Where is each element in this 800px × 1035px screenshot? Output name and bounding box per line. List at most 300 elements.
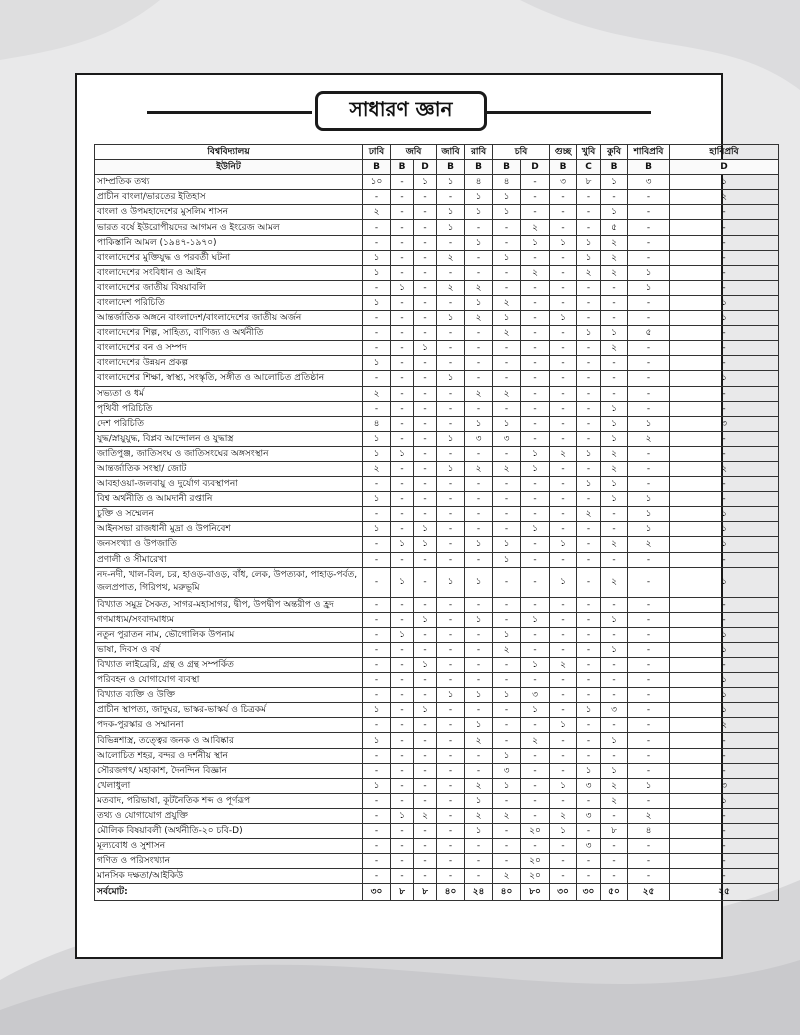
count-cell: - (437, 597, 465, 612)
total-row (95, 884, 779, 901)
count-cell: - (437, 507, 465, 522)
count-cell: - (391, 703, 414, 718)
count-cell: ২ (601, 567, 628, 597)
count-cell: - (465, 658, 493, 673)
count-cell: - (670, 356, 779, 371)
count-cell: ২ (628, 537, 670, 552)
subject-cell: পাকিস্তানি আমল (১৯৪৭-১৯৭০) (95, 235, 363, 250)
count-cell: - (465, 627, 493, 642)
subject-cell: বাংলাদেশের শিল্প, সাহিত্য, বাণিজ্য ও অর্থনীতি (95, 326, 363, 341)
title-rule-left (147, 111, 312, 114)
count-cell: - (414, 763, 437, 778)
count-cell: - (414, 627, 437, 642)
count-cell: - (414, 250, 437, 265)
count-cell: - (363, 808, 391, 823)
table-row (95, 839, 779, 854)
count-cell: - (577, 793, 601, 808)
table-row (95, 612, 779, 627)
count-cell: ১ (601, 492, 628, 507)
count-cell: - (414, 371, 437, 386)
count-cell: - (414, 597, 437, 612)
unit-header-cell: B (628, 160, 670, 175)
title-banner (77, 91, 721, 135)
table-row (95, 477, 779, 492)
count-cell: - (550, 431, 577, 446)
unit-header-cell: B (363, 160, 391, 175)
subject-cell: বিখ্যাত সমুদ্র সৈকত, সাগর-মহাসাগর, দ্বীপ, উপদ্বীপ অন্তরীপ ও হ্রদ (95, 597, 363, 612)
count-cell: - (521, 250, 550, 265)
count-cell: - (493, 341, 521, 356)
count-cell: ১ (391, 446, 414, 461)
count-cell: - (363, 658, 391, 673)
count-cell: - (601, 311, 628, 326)
count-cell: - (391, 326, 414, 341)
count-cell: - (363, 371, 391, 386)
count-cell: - (414, 552, 437, 567)
count-cell: - (493, 220, 521, 235)
count-cell: - (628, 627, 670, 642)
subject-cell: বিভিন্নশাস্ত্র, তত্ত্বের জনক ও আবিষ্কার (95, 733, 363, 748)
count-cell: - (550, 854, 577, 869)
subject-cell: সৌরজগৎ/ মহাকাশ, দৈনন্দিন বিজ্ঞান (95, 763, 363, 778)
count-cell: - (521, 778, 550, 793)
table-row (95, 326, 779, 341)
count-cell: - (577, 416, 601, 431)
total-cell: ৮ (391, 884, 414, 901)
unit-header-cell: B (601, 160, 628, 175)
count-cell: - (363, 688, 391, 703)
count-cell: - (550, 869, 577, 884)
count-cell: ১ (521, 703, 550, 718)
count-cell: - (601, 748, 628, 763)
university-header-row (95, 145, 779, 160)
count-cell: - (414, 446, 437, 461)
total-cell: ৩০ (363, 884, 391, 901)
count-cell: - (550, 627, 577, 642)
count-cell: ১ (670, 627, 779, 642)
count-cell: ২০ (521, 869, 550, 884)
university-header-cell: খুবি (577, 145, 601, 160)
count-cell: - (363, 597, 391, 612)
count-cell: - (363, 235, 391, 250)
count-cell: - (628, 567, 670, 597)
count-cell: - (670, 808, 779, 823)
count-cell: - (391, 416, 414, 431)
count-cell: ১ (465, 718, 493, 733)
count-cell: - (628, 718, 670, 733)
count-cell: ১ (465, 612, 493, 627)
count-cell: ১ (493, 552, 521, 567)
count-cell: - (601, 658, 628, 673)
count-cell: - (521, 492, 550, 507)
count-cell: ২ (601, 265, 628, 280)
table-row (95, 371, 779, 386)
count-cell: - (550, 793, 577, 808)
count-cell: - (550, 401, 577, 416)
count-cell: - (577, 492, 601, 507)
count-cell: - (550, 673, 577, 688)
count-cell: - (414, 507, 437, 522)
count-cell: - (550, 356, 577, 371)
count-cell: ১ (391, 537, 414, 552)
count-cell: - (414, 416, 437, 431)
count-cell: - (628, 688, 670, 703)
count-cell: - (414, 220, 437, 235)
count-cell: ৫ (601, 220, 628, 235)
count-cell: - (363, 673, 391, 688)
count-cell: - (391, 658, 414, 673)
count-cell: ১ (521, 522, 550, 537)
count-cell: - (577, 733, 601, 748)
count-cell: - (437, 522, 465, 537)
count-cell: - (391, 824, 414, 839)
table-row (95, 190, 779, 205)
count-cell: - (414, 854, 437, 869)
count-cell: - (601, 522, 628, 537)
subject-cell: চুক্তি ও সম্মেলন (95, 507, 363, 522)
count-cell: ১ (437, 567, 465, 597)
count-cell: - (414, 235, 437, 250)
count-cell: - (437, 869, 465, 884)
count-cell: - (437, 658, 465, 673)
subject-cell: নদ-নদী, খাল-বিল, চর, হাওড়-বাওড়, বাঁধ, লেক, উপত্যকা, পাহাড়-পর্বত, জলপ্রপাত, গিরিপথ, মরুভূমি (95, 567, 363, 597)
table-row (95, 778, 779, 793)
subject-cell: আইনসভা রাজধানী মুদ্রা ও উপনিবেশ (95, 522, 363, 537)
title-rule-right (486, 111, 651, 114)
count-cell: ২ (493, 295, 521, 310)
total-cell: ২৫ (670, 884, 779, 901)
count-cell: - (550, 703, 577, 718)
count-cell: - (577, 748, 601, 763)
count-cell: - (391, 265, 414, 280)
count-cell: ১ (670, 175, 779, 190)
count-cell: - (577, 341, 601, 356)
count-cell: - (414, 492, 437, 507)
count-cell: - (628, 733, 670, 748)
count-cell: ১ (670, 703, 779, 718)
count-cell: - (601, 356, 628, 371)
count-cell: - (577, 401, 601, 416)
count-cell: ১ (465, 688, 493, 703)
table-row (95, 748, 779, 763)
count-cell: - (550, 492, 577, 507)
count-cell: - (670, 401, 779, 416)
count-cell: - (628, 371, 670, 386)
count-cell: - (465, 869, 493, 884)
unit-header-cell: B (391, 160, 414, 175)
total-cell: ৪০ (437, 884, 465, 901)
count-cell: - (628, 763, 670, 778)
count-cell: ৩ (670, 416, 779, 431)
count-cell: ২ (601, 537, 628, 552)
count-cell: - (628, 658, 670, 673)
count-cell: - (601, 597, 628, 612)
table-row (95, 280, 779, 295)
count-cell: - (391, 612, 414, 627)
count-cell: - (628, 356, 670, 371)
count-cell: - (493, 477, 521, 492)
count-cell: ২ (550, 658, 577, 673)
count-cell: - (577, 673, 601, 688)
count-cell: - (437, 627, 465, 642)
count-cell: - (437, 295, 465, 310)
count-cell: ২ (363, 461, 391, 476)
count-cell: - (391, 778, 414, 793)
count-cell: - (414, 205, 437, 220)
count-cell: - (577, 658, 601, 673)
subject-cell: মানসিক দক্ষতা/আইকিউ (95, 869, 363, 884)
unit-header-cell: B (437, 160, 465, 175)
count-cell: - (363, 507, 391, 522)
unit-header-cell: D (414, 160, 437, 175)
count-cell: - (628, 673, 670, 688)
count-cell: - (391, 295, 414, 310)
table-row (95, 175, 779, 190)
count-cell: - (521, 341, 550, 356)
count-cell: ১ (577, 250, 601, 265)
count-cell: ২ (670, 461, 779, 476)
count-cell: ১ (628, 492, 670, 507)
count-cell: - (363, 793, 391, 808)
count-cell: ১ (363, 356, 391, 371)
subject-cell: বাংলাদেশের বন ও সম্পদ (95, 341, 363, 356)
count-cell: - (391, 386, 414, 401)
count-cell: ১ (670, 642, 779, 657)
count-cell: ১ (550, 778, 577, 793)
count-cell: ১ (414, 341, 437, 356)
subject-cell: বিখ্যাত ব্যক্তি ও উক্তি (95, 688, 363, 703)
count-cell: - (670, 431, 779, 446)
count-cell: ১ (601, 733, 628, 748)
count-cell: - (363, 763, 391, 778)
count-cell: ১ (601, 477, 628, 492)
count-cell: - (577, 386, 601, 401)
total-cell: ৩০ (577, 884, 601, 901)
count-cell: - (363, 311, 391, 326)
count-cell: ১ (414, 703, 437, 718)
count-cell: ১ (465, 824, 493, 839)
count-cell: - (493, 507, 521, 522)
table-row (95, 250, 779, 265)
count-cell: - (493, 280, 521, 295)
count-cell: ২ (521, 733, 550, 748)
count-cell: - (437, 235, 465, 250)
count-cell: ২ (465, 386, 493, 401)
unit-header-cell: D (670, 160, 779, 175)
count-cell: - (521, 386, 550, 401)
count-cell: - (465, 839, 493, 854)
count-cell: - (670, 552, 779, 567)
count-cell: - (601, 280, 628, 295)
count-cell: - (414, 824, 437, 839)
count-cell: - (414, 477, 437, 492)
count-cell: - (670, 597, 779, 612)
subject-cell: বাংলাদেশের মুক্তিযুদ্ধ ও পরবর্তী ঘটনা (95, 250, 363, 265)
count-cell: - (521, 190, 550, 205)
count-cell: - (414, 311, 437, 326)
table-row (95, 416, 779, 431)
count-cell: - (465, 597, 493, 612)
count-cell: - (493, 265, 521, 280)
count-cell: - (414, 401, 437, 416)
count-cell: - (391, 431, 414, 446)
table-row (95, 658, 779, 673)
subject-cell: প্রাচীন বাংলা/ভারতের ইতিহাস (95, 190, 363, 205)
count-cell: - (521, 280, 550, 295)
count-cell: ১ (601, 326, 628, 341)
count-cell: - (577, 371, 601, 386)
count-cell: - (414, 461, 437, 476)
count-cell: ২ (363, 386, 391, 401)
count-cell: ১ (670, 522, 779, 537)
count-cell: - (521, 326, 550, 341)
count-cell: - (437, 718, 465, 733)
count-cell: - (628, 642, 670, 657)
count-cell: - (521, 673, 550, 688)
count-cell: - (363, 748, 391, 763)
subject-cell: আন্তর্জাতিক অঙ্গনে বাংলাদেশ/বাংলাদেশের জাতীয় অর্জন (95, 311, 363, 326)
count-cell: ২ (493, 326, 521, 341)
count-cell: - (521, 597, 550, 612)
count-cell: - (391, 507, 414, 522)
count-cell: ১ (363, 492, 391, 507)
count-cell: - (670, 235, 779, 250)
count-cell: ৩ (550, 175, 577, 190)
count-cell: ২ (465, 733, 493, 748)
count-cell: - (601, 371, 628, 386)
count-cell: - (391, 175, 414, 190)
count-cell: - (670, 854, 779, 869)
table-row (95, 627, 779, 642)
count-cell: ২ (493, 386, 521, 401)
unit-header-row (95, 160, 779, 175)
count-cell: - (414, 748, 437, 763)
count-cell: - (670, 658, 779, 673)
count-cell: - (391, 522, 414, 537)
count-cell: - (521, 507, 550, 522)
count-cell: - (363, 567, 391, 597)
subject-cell: দেশ পরিচিতি (95, 416, 363, 431)
count-cell: ১ (521, 446, 550, 461)
count-cell: - (550, 477, 577, 492)
count-cell: - (437, 552, 465, 567)
table-row (95, 311, 779, 326)
count-cell: - (493, 703, 521, 718)
count-cell: - (550, 341, 577, 356)
count-cell: - (493, 446, 521, 461)
count-cell: - (601, 808, 628, 823)
count-cell: - (437, 673, 465, 688)
count-cell: ১ (550, 235, 577, 250)
count-cell: - (628, 446, 670, 461)
count-cell: - (493, 824, 521, 839)
subject-cell: নতুন পুরাতন নাম, ভৌগোলিক উপনাম (95, 627, 363, 642)
count-cell: - (550, 190, 577, 205)
count-cell: ১ (363, 778, 391, 793)
count-cell: - (577, 552, 601, 567)
total-cell: ৮০ (521, 884, 550, 901)
count-cell: ১ (465, 235, 493, 250)
count-cell: - (493, 839, 521, 854)
count-cell: - (577, 642, 601, 657)
table-row (95, 492, 779, 507)
count-cell: - (391, 748, 414, 763)
count-cell: - (437, 356, 465, 371)
count-cell: ২ (521, 220, 550, 235)
count-cell: - (465, 522, 493, 537)
table-body (95, 175, 779, 901)
count-cell: - (550, 461, 577, 476)
count-cell: - (493, 597, 521, 612)
subject-cell: বিখ্যাত লাইব্রেরি, গ্রন্থ ও গ্রন্থ সম্পর্কিত (95, 658, 363, 673)
count-cell: - (521, 205, 550, 220)
count-cell: ২ (414, 808, 437, 823)
count-cell: - (363, 220, 391, 235)
count-cell: - (521, 808, 550, 823)
count-cell: - (601, 718, 628, 733)
count-cell: - (465, 703, 493, 718)
table-row (95, 869, 779, 884)
table-row (95, 265, 779, 280)
count-cell: ১ (601, 175, 628, 190)
count-cell: ৩ (670, 778, 779, 793)
count-cell: - (670, 477, 779, 492)
count-cell: ১ (628, 280, 670, 295)
count-cell: ১ (437, 205, 465, 220)
count-cell: - (521, 416, 550, 431)
unit-header-cell: B (550, 160, 577, 175)
count-cell: - (437, 386, 465, 401)
count-cell: - (670, 446, 779, 461)
count-cell: - (363, 341, 391, 356)
count-cell: - (521, 537, 550, 552)
count-cell: ১ (521, 658, 550, 673)
unit-header-cell: C (577, 160, 601, 175)
count-cell: - (493, 854, 521, 869)
count-cell: ১ (521, 461, 550, 476)
count-cell: ১ (550, 311, 577, 326)
table-row (95, 356, 779, 371)
count-cell: - (550, 371, 577, 386)
count-cell: - (577, 190, 601, 205)
count-cell: - (521, 748, 550, 763)
count-cell: - (550, 733, 577, 748)
subject-cell: পরিবহন ও যোগাযোগ ব্যবস্থা (95, 673, 363, 688)
count-cell: - (414, 386, 437, 401)
count-cell: ১ (628, 507, 670, 522)
count-cell: - (550, 386, 577, 401)
count-cell: ১ (493, 627, 521, 642)
count-cell: - (391, 869, 414, 884)
count-cell: ২০ (521, 824, 550, 839)
table-row (95, 235, 779, 250)
count-cell: - (601, 507, 628, 522)
count-cell: ১ (601, 416, 628, 431)
count-cell: - (391, 793, 414, 808)
count-cell: ১ (363, 265, 391, 280)
count-cell: - (437, 416, 465, 431)
count-cell: ৪ (628, 824, 670, 839)
count-cell: - (550, 507, 577, 522)
count-cell: - (670, 220, 779, 235)
count-cell: ১ (493, 537, 521, 552)
count-cell: - (437, 326, 465, 341)
count-cell: - (577, 854, 601, 869)
count-cell: - (577, 461, 601, 476)
table-row (95, 703, 779, 718)
count-cell: ২ (577, 507, 601, 522)
count-cell: - (628, 311, 670, 326)
